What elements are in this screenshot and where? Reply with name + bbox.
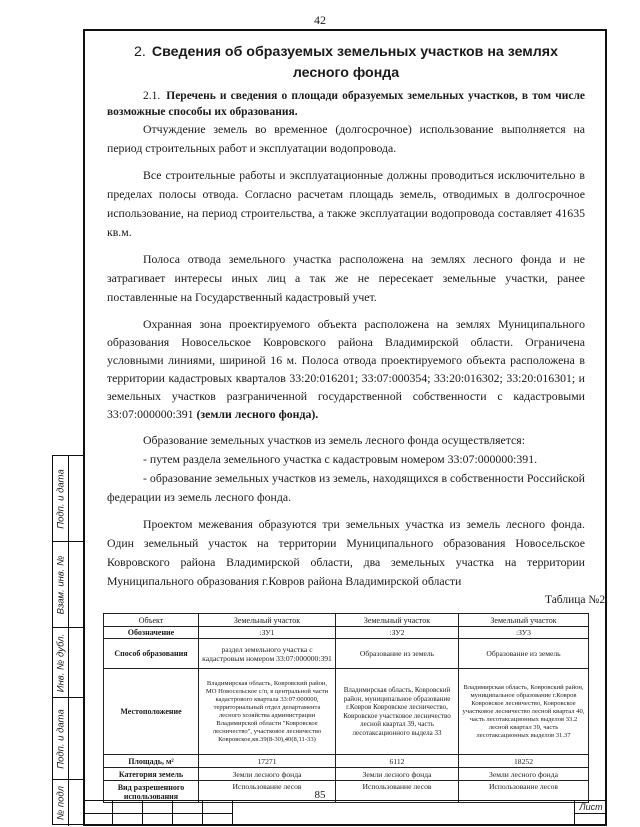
table-cell: Использование лесов [336, 781, 459, 803]
table-header-row [104, 614, 589, 627]
paragraph-formation-intro: Образование земельных участков из земель лесного фонда осуществляется: [143, 433, 525, 447]
stamp-cell-sign-date-2 [53, 698, 83, 780]
row-label: Вид разрешенного использования [104, 781, 199, 803]
sheet-label: Лист [575, 802, 607, 814]
row-label: Категория земель [104, 768, 199, 781]
table-cell: :ЗУ3 [459, 627, 589, 639]
subsection-title: Перечень и сведения о площади образуемых земельных участков, в том числе возможные способы их образования. [107, 90, 585, 118]
table-row-category [104, 768, 589, 781]
subsection-number: 2.1. [143, 90, 161, 102]
row-label: Обозначение [104, 627, 199, 639]
paragraph-protection-zone [107, 315, 585, 423]
table-cell: 6112 [336, 755, 459, 768]
table-cell: 18252 [459, 755, 589, 768]
table-row-area [104, 755, 589, 768]
list-item-division: - путем раздела земельного участка с кадастровым номером 33:07:000000:391. [143, 452, 538, 466]
table-cell: Владимирская область, Ковровский район, муниципальное образование г.Ковров Ковровское лесничество, Ковровское участковое лесничество лесной квартал 39, часть лесотаксационного выдела 33 [336, 669, 459, 755]
table-cell: Использование лесов [459, 781, 589, 803]
row-label: Местоположение [104, 669, 199, 755]
header-plot-2: Земельный участок [336, 614, 459, 627]
section-title: Сведения об образуемых земельных участков на землях лесного фонда [151, 44, 558, 81]
stamp-cell-replace-inv [53, 542, 83, 628]
title-block [83, 800, 607, 825]
stamp-cell-dup-inv [53, 628, 83, 698]
paragraph-survey-project: Проектом межевания образуются три земельных участка из земель лесного фонда. Один земельный участок на территории Муниципального образования Новосельское Ковровского района Владимирской области, два земельных участка на территории Муниципального образования г.Ковров района Владимирской области [107, 517, 585, 588]
sheet-box [574, 801, 607, 826]
paragraph-allotment: Полоса отвода земельного участка расположена на землях лесного фонда и не затрагивает интересы иных лиц а так же не пересекает земельные участки, ранее поставленные на Государственный кадастровый учет. [107, 252, 585, 304]
page-number-bottom: 85 [314, 789, 326, 801]
table-caption: Таблица №2. [544, 594, 608, 606]
page-number-top: 42 [314, 13, 326, 27]
table-cell: :ЗУ1 [199, 627, 336, 639]
stamp-cell-sign-date [53, 456, 83, 542]
table-row-location [104, 669, 589, 755]
land-plots-table [103, 613, 589, 803]
stamp-label-sign-date-2: Подп. и дата [55, 708, 66, 769]
stamp-label-orig-inv: № подл [55, 785, 66, 821]
stamp-label-sign-date: Подп. и дата [55, 468, 66, 529]
table-cell: Образование из земель [336, 639, 459, 669]
paragraph-alienation: Отчуждение земель во временное (долгосрочное) использование выполняется на период строительных работ и эксплуатации водопровода. [107, 122, 585, 155]
row-label: Площадь, м² [104, 755, 199, 768]
header-object: Объект [104, 614, 199, 627]
table-cell: Земли лесного фонда [336, 768, 459, 781]
table-cell: Владимирская область, Ковровский район, МО Новосельское с/п, в центральной части кадастрового квартала 33:07:000000, территориальный отдел департамента лесного хозяйства администрации Владимирской области "Ковровское лесничество", участковое лесничество Ковровское,кв.39(8-30),40(8,11-33) [199, 669, 336, 755]
stamp-label-dup-inv: Инв. № дубл. [55, 633, 66, 692]
table-cell: Земли лесного фонда [199, 768, 336, 781]
row-label: Способ образования [104, 639, 199, 669]
stamp-cell-orig-inv [53, 780, 83, 826]
section-number: 2. [134, 44, 146, 60]
header-plot-1: Земельный участок [199, 614, 336, 627]
table-cell: :ЗУ2 [336, 627, 459, 639]
table-row-designation [104, 627, 589, 639]
table-cell: Земли лесного фонда [459, 768, 589, 781]
stamp-strip [52, 455, 83, 825]
paragraph-works: Все строительные работы и эксплуатационные должны проводиться исключительно в пределах полосы отвода. Согласно расчетам площадь земель, отводимых в долгосрочное использование, на период строительства, а также эксплуатации водопровода составляет 41635 кв.м. [107, 168, 585, 239]
paragraph-protection-zone-text: Охранная зона проектируемого объекта расположена на землях Муниципального образования Новосельское Ковровского района Владимирской области. Ограничена условными линиями, шириной 16 м. Полоса отвода проектируемого объекта расположена в территории кадастровых кварталов 33:20:016201; 33:07:000354; 33:20:016302; 33:20:016301; и земельных участков разграниченной государственной собственности с кадастровыми 33:07:000000:391 [107, 317, 585, 421]
document-body [107, 42, 585, 591]
header-plot-3: Земельный участок [459, 614, 589, 627]
table-cell: Использование лесов [199, 781, 336, 803]
title-block-divider [83, 813, 233, 814]
stamp-label-replace-inv: Взам. инв. № [55, 555, 66, 614]
table-cell: раздел земельного участка с кадастровым номером 33:07:000000:391 [199, 639, 336, 669]
table-cell: 17271 [199, 755, 336, 768]
section-heading [107, 42, 585, 84]
table-cell: Образование из земель [459, 639, 589, 669]
subsection-heading [107, 88, 585, 120]
list-item-formation: - образование земельных участков из земель, находящихся в собственности Российской федерации из земель лесного фонда. [107, 471, 585, 504]
table-row-method [104, 639, 589, 669]
table-cell: Владимирская область, Ковровский район, муниципальное образование г.Ковров Ковровское лесничество, Ковровское участковое лесничество лесной квартал 40, часть лесотаксационных выделов 33.2 лесной квартал 39, часть лесотаксационных выделов 31.37 [459, 669, 589, 755]
forest-fund-bold: (земли лесного фонда). [196, 407, 319, 421]
